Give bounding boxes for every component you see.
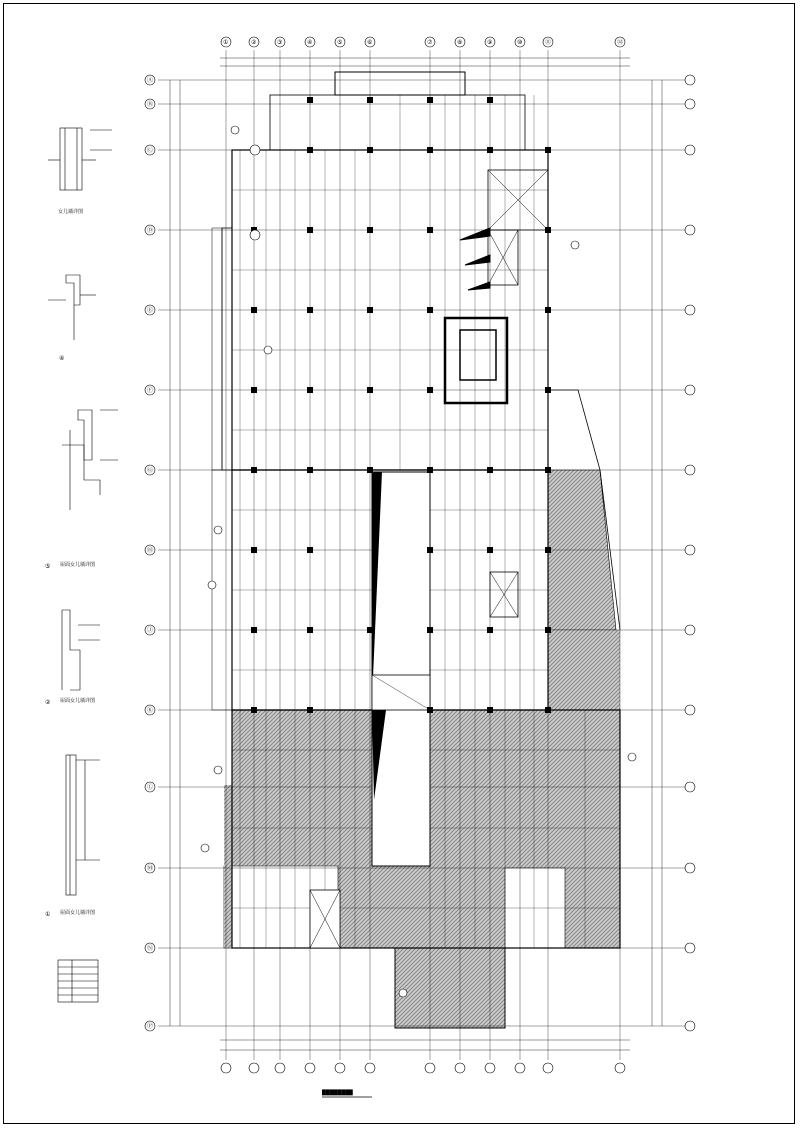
col-axis-6-top: ⑥ — [367, 39, 373, 46]
row-axis-l: Ⓛ — [147, 784, 154, 791]
row-axis-p: Ⓟ — [147, 1023, 154, 1030]
row-axis-g: Ⓖ — [147, 467, 154, 474]
row-axis-c: Ⓒ — [147, 147, 154, 154]
col-axis-7-top: ⑦ — [427, 39, 433, 46]
col-axis-8-top: ⑧ — [457, 39, 463, 46]
col-axis-12-top: ⑫ — [617, 39, 624, 46]
row-axis-labels-left — [147, 76, 153, 1030]
row-axis-a: Ⓐ — [147, 77, 154, 84]
row-axis-n: Ⓝ — [147, 945, 154, 952]
row-axis-b: Ⓑ — [147, 101, 154, 108]
col-axis-3-top: ③ — [277, 39, 283, 46]
col-axis-11-top: ⑪ — [545, 39, 552, 46]
row-axis-e: Ⓔ — [147, 307, 154, 314]
row-axis-m: Ⓜ — [147, 865, 154, 872]
row-axis-d: Ⓓ — [147, 227, 154, 234]
drawing-title: ████████ — [322, 1090, 353, 1096]
detail-5-marker: ⑤ — [45, 563, 51, 570]
col-axis-1-top: ① — [223, 39, 229, 46]
row-axis-k: Ⓚ — [147, 707, 154, 714]
detail-top-caption: 女儿墙详图 — [58, 209, 84, 215]
column-axis-labels-top — [223, 38, 623, 46]
col-axis-10-top: ⑩ — [517, 39, 523, 46]
row-axis-h: Ⓗ — [147, 547, 154, 554]
detail-4-marker: ④ — [59, 355, 65, 362]
detail-2-caption: 屋面女儿墙详图 — [60, 698, 96, 704]
detail-5-caption: 屋面女儿墙详图 — [60, 562, 96, 568]
col-axis-2-top: ② — [251, 39, 257, 46]
detail-1-caption: 屋面女儿墙详图 — [60, 910, 96, 916]
col-axis-4-top: ④ — [307, 39, 313, 46]
row-axis-j: Ⓙ — [147, 627, 154, 634]
detail-1-marker: ① — [45, 911, 51, 918]
row-axis-f: Ⓕ — [147, 387, 154, 394]
col-axis-9-top: ⑨ — [487, 39, 493, 46]
detail-2-marker: ② — [45, 699, 51, 706]
col-axis-5-top: ⑤ — [337, 39, 343, 46]
